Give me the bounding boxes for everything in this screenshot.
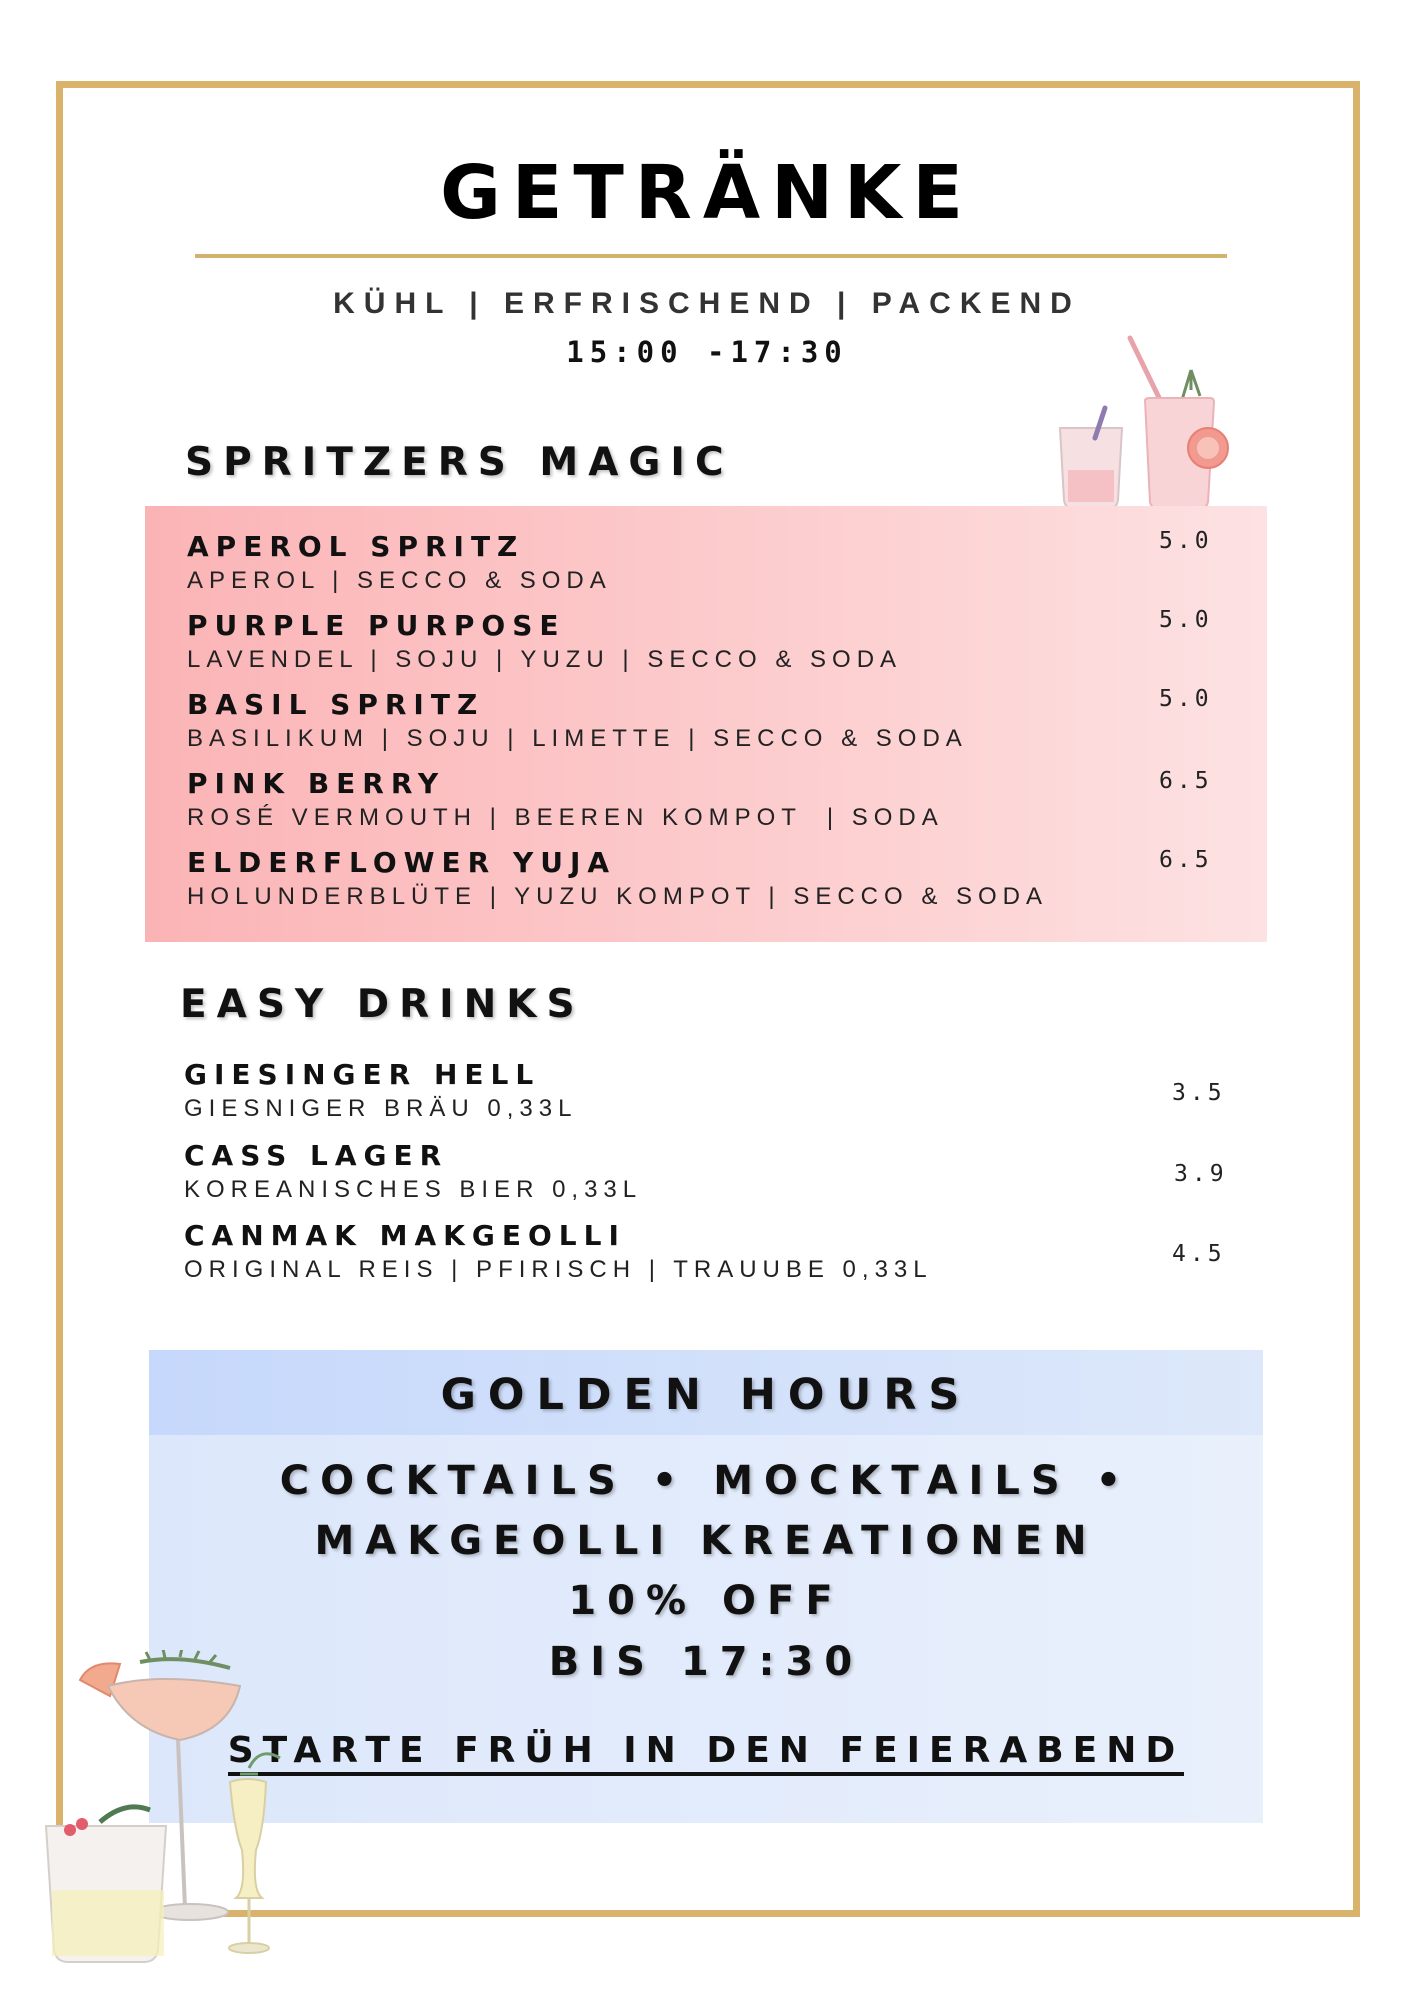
item-price: 5.0 (1159, 607, 1213, 633)
item-price: 3.5 (1172, 1080, 1226, 1106)
item-name: PINK BERRY (187, 767, 446, 800)
item-name: CASS LAGER (184, 1139, 449, 1172)
item-name: PURPLE PURPOSE (187, 609, 566, 642)
item-description: HOLUNDERBLÜTE | YUZU KOMPOT | SECCO & SODA (187, 883, 1049, 910)
promo-line: MAKGEOLLI KREATIONEN (314, 1518, 1098, 1564)
page-title: GETRÄNKE (440, 150, 974, 236)
item-description: BASILIKUM | SOJU | LIMETTE | SECCO & SODA (187, 725, 968, 752)
item-description: LAVENDEL | SOJU | YUZU | SECCO & SODA (187, 646, 903, 673)
item-name: GIESINGER HELL (184, 1058, 541, 1091)
cocktail-glasses-illustration (40, 1650, 330, 1980)
title-divider (195, 254, 1227, 258)
promo-until: BIS 17:30 (548, 1639, 864, 1685)
item-name: BASIL SPRITZ (187, 688, 485, 721)
spritz-glasses-illustration (1050, 330, 1230, 520)
promo-discount: 10% OFF (568, 1578, 844, 1624)
item-price: 4.5 (1172, 1241, 1226, 1267)
promo-line: COCKTAILS • MOCKTAILS • (279, 1458, 1133, 1504)
item-price: 5.0 (1159, 686, 1213, 712)
item-description: ROSÉ VERMOUTH | BEEREN KOMPOT | SODA (187, 804, 944, 831)
item-price: 6.5 (1159, 847, 1213, 873)
section-heading-easy-drinks: EASY DRINKS (180, 982, 585, 1027)
item-description: APEROL | SECCO & SODA (187, 567, 612, 594)
section-heading-spritzers: SPRITZERS MAGIC (185, 440, 734, 485)
item-name: APEROL SPRITZ (187, 530, 525, 563)
golden-hours-title: GOLDEN HOURS (440, 1370, 972, 1420)
item-name: ELDERFLOWER YUJA (187, 846, 617, 879)
spritzers-panel (145, 506, 1267, 942)
item-description: ORIGINAL REIS | PFIRISCH | TRAUUBE 0,33L (184, 1256, 933, 1283)
item-description: KOREANISCHES BIER 0,33L (184, 1176, 643, 1203)
item-name: CANMAK MAKGEOLLI (184, 1219, 626, 1252)
item-price: 5.0 (1159, 528, 1213, 554)
slogan-text: STARTE FRÜH IN DEN FEIERABEND (228, 1730, 1185, 1776)
tagline: KÜHL | ERFRISCHEND | PACKEND (333, 287, 1081, 320)
item-price: 3.9 (1174, 1161, 1228, 1187)
item-description: GIESNIGER BRÄU 0,33L (184, 1095, 578, 1122)
item-price: 6.5 (1159, 768, 1213, 794)
opening-hours: 15:00 -17:30 (566, 335, 848, 369)
